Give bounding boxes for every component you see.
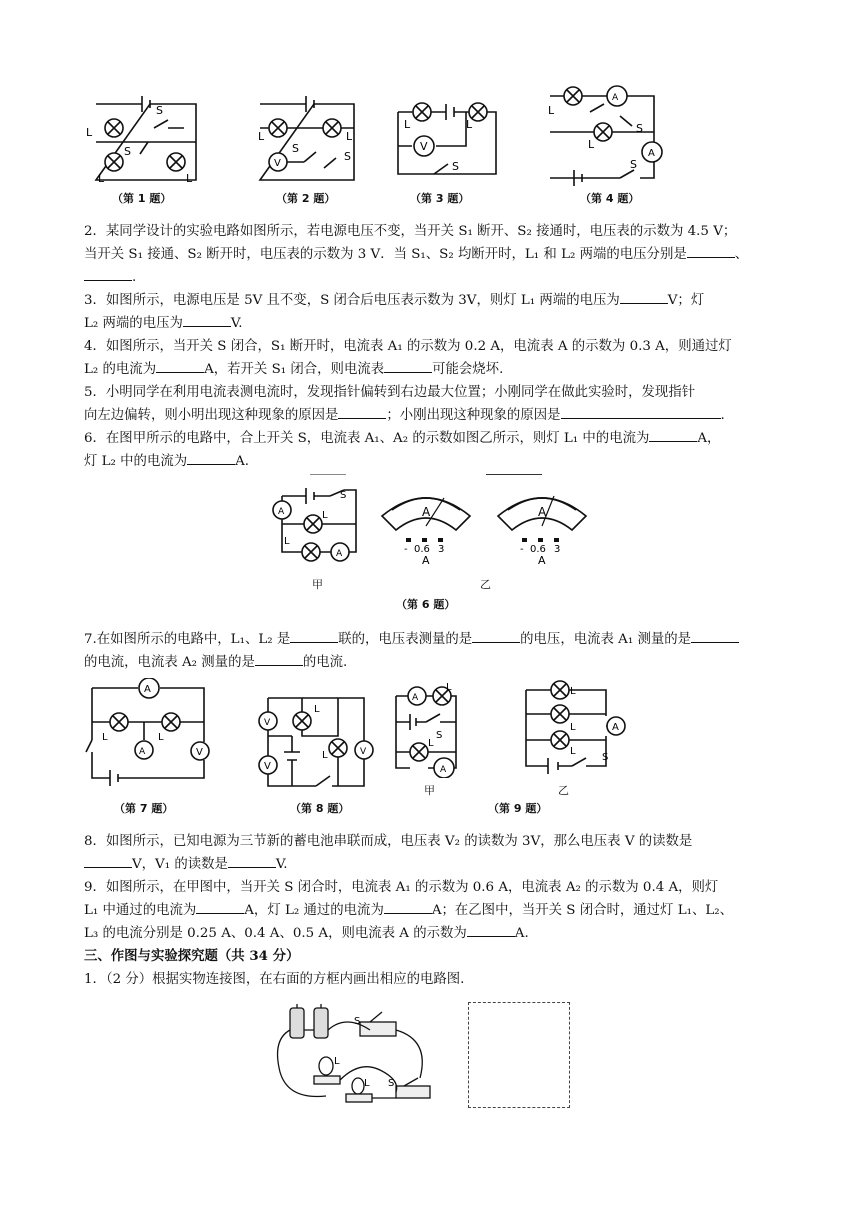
q8-end: V. [275, 857, 288, 872]
caption-q4: （第 4 题） [580, 192, 640, 205]
minus-terminal: - [404, 544, 408, 555]
q9-text-4: L₃ 的电流分别是 0.25 A、0.4 A、0.5 A，则电流表 A 的示数为 [84, 926, 467, 941]
caption-q3: （第 3 题） [410, 192, 470, 205]
q3-line-1 [84, 289, 784, 312]
q8-text: V，V₁ 的读数是 [132, 857, 228, 872]
svg-text:L: L [570, 722, 576, 733]
caption-q6: （第 6 题） [396, 598, 456, 611]
svg-text:S: S [436, 730, 443, 741]
answer-blank[interactable] [187, 450, 235, 465]
figure-q7 [84, 678, 214, 788]
figure-q9-yi [520, 680, 640, 776]
q4-line-1: 4．如图所示，当开关 S 闭合，S₁ 断开时，电流表 A₁ 的示数为 0.2 A，电流表 A 的示数为 0.3 A，则通过灯 [84, 339, 732, 354]
meter-a-label: A [538, 505, 547, 519]
q4-line-2 [84, 358, 784, 381]
svg-text:L: L [322, 750, 328, 761]
q2-sep: 、 [734, 247, 749, 262]
figure-q9-jia [392, 682, 492, 778]
svg-text:A: A [612, 93, 619, 103]
svg-text:V: V [264, 761, 271, 772]
svg-text:A: A [412, 693, 419, 703]
q3-text-2: L₂ 两端的电压为 [84, 316, 183, 331]
svg-text:L: L [588, 138, 595, 151]
q3-text: 3．如图所示，电源电压是 5V 且不变，S 闭合后电压表示数为 3V，则灯 L₁ 两端的电压为 [84, 293, 620, 308]
q5-line-1: 5．小明同学在利用电流表测电流时，发现指针偏转到右边最大位置；小刚同学在做此实验时，发现指针 [84, 385, 696, 400]
q2-line-3 [84, 266, 784, 289]
q7-text-4: 的电流，电流表 A₂ 测量的是 [84, 655, 255, 670]
q9-text-3: A；在乙图中，当开关 S 闭合时，通过灯 L₁、L₂、 [431, 903, 734, 918]
q7-line-1 [84, 628, 784, 651]
figure-q6-jia [262, 482, 362, 566]
svg-text:S: S [124, 145, 131, 158]
answer-blank[interactable] [384, 899, 432, 914]
q7-text: 7.在如图所示的电路中，L₁、L₂ 是 [84, 632, 291, 647]
svg-text:A: A [440, 765, 447, 775]
meter-a2-label: A [538, 554, 546, 566]
svg-text:L: L [102, 732, 108, 743]
ammeter-a2 [494, 486, 590, 566]
caption-q2: （第 2 题） [276, 192, 336, 205]
answer-blank[interactable] [84, 266, 132, 281]
svg-text:S: S [388, 1078, 395, 1089]
q7-end: 的电流. [302, 655, 348, 670]
svg-text:S: S [354, 1016, 361, 1027]
svg-text:A: A [612, 722, 619, 733]
q2-text: 当开关 S₁ 接通、S₂ 断开时，电压表的示数为 3 V．当 S₁、S₂ 均断开时，L₁ 和 L₂ 两端的电压分别是 [84, 247, 687, 262]
q7-line-2 [84, 651, 784, 674]
physical-circuit-figure [270, 1000, 450, 1112]
figure-q8 [252, 692, 382, 794]
answer-blank[interactable] [561, 404, 721, 419]
svg-text:L: L [314, 704, 320, 715]
answer-blank[interactable] [156, 358, 204, 373]
ammeter-a1 [378, 486, 474, 566]
q5-end: . [720, 408, 725, 423]
svg-text:L: L [570, 686, 576, 697]
svg-text:L: L [98, 172, 105, 185]
answer-blank[interactable] [467, 922, 515, 937]
svg-text:L: L [346, 130, 353, 143]
decor-line [486, 474, 542, 475]
label-jia-q9: 甲 [424, 784, 435, 797]
q6-unit-2: A. [235, 454, 250, 469]
q2-line-2 [84, 243, 784, 266]
svg-text:L: L [86, 126, 93, 139]
q4-text: L₂ 的电流为 [84, 362, 157, 377]
svg-text:L: L [428, 738, 434, 749]
svg-text:L: L [466, 118, 473, 131]
q3-unit-2: V. [230, 316, 243, 331]
svg-text:S: S [156, 104, 163, 117]
svg-text:S: S [636, 122, 643, 135]
svg-text:L: L [322, 510, 328, 521]
svg-text:L: L [570, 746, 576, 757]
svg-text:A: A [139, 747, 146, 757]
svg-text:S: S [602, 752, 609, 763]
svg-text:S: S [630, 158, 637, 171]
scale-06: 0.6 [414, 544, 430, 555]
meter-a-label: A [422, 505, 431, 519]
minus-terminal: - [520, 544, 524, 555]
label-yi-q9: 乙 [558, 784, 569, 797]
q2-end: . [132, 270, 137, 285]
svg-text:V: V [264, 718, 271, 728]
svg-text:L: L [334, 1056, 340, 1067]
scale-3: 3 [438, 544, 445, 555]
decor-line [310, 474, 346, 475]
answer-blank[interactable] [620, 289, 668, 304]
scale-06: 0.6 [530, 544, 546, 555]
figure-q3 [384, 94, 504, 184]
q9-line-1: 9．如图所示，在甲图中，当开关 S 闭合时，电流表 A₁ 的示数为 0.6 A，电流表 A₂ 的示数为 0.4 A，则灯 [84, 880, 719, 895]
q4-text-3: 可能会烧坏. [432, 362, 504, 377]
svg-text:S: S [344, 150, 351, 163]
svg-text:L: L [284, 536, 290, 547]
svg-text:V: V [360, 747, 367, 757]
q8-line-2 [84, 853, 784, 876]
answer-blank[interactable] [649, 427, 697, 442]
meter-a1-label: A [422, 554, 430, 566]
q4-text-2: A，若开关 S₁ 闭合，则电流表 [204, 362, 385, 377]
q5-text: 向左边偏转，则小明出现这种现象的原因是 [84, 408, 339, 423]
drawing-answer-box[interactable] [468, 1002, 570, 1108]
caption-q9: （第 9 题） [488, 802, 548, 815]
figure-q2 [254, 92, 364, 192]
svg-text:L: L [446, 682, 452, 693]
q3-unit: V；灯 [667, 293, 705, 308]
q6-text: 6．在图甲所示的电路中，合上开关 S，电流表 A₁、A₂ 的示数如图乙所示，则灯 L₁ 中的电流为 [84, 431, 650, 446]
caption-q1: （第 1 题） [112, 192, 172, 205]
answer-blank[interactable] [290, 628, 338, 643]
answer-blank[interactable] [691, 628, 739, 643]
svg-text:S: S [340, 490, 347, 501]
svg-text:A: A [648, 148, 655, 159]
q5-line-2 [84, 404, 784, 427]
answer-blank[interactable] [255, 651, 303, 666]
q7-text-2: 联的，电压表测量的是 [338, 632, 473, 647]
q6-text-2: 灯 L₂ 中的电流为 [84, 454, 188, 469]
svg-text:L: L [404, 118, 411, 131]
q9-text-2: A，灯 L₂ 通过的电流为 [244, 903, 384, 918]
figure-q4 [544, 82, 684, 192]
svg-text:A: A [144, 684, 151, 695]
q9-text: L₁ 中通过的电流为 [84, 903, 197, 918]
svg-text:L: L [186, 172, 193, 185]
q9-line-3 [84, 922, 784, 945]
caption-q7: （第 7 题） [114, 802, 174, 815]
svg-text:L: L [548, 104, 555, 117]
svg-text:V: V [274, 158, 281, 169]
q7-text-3: 的电压，电流表 A₁ 测量的是 [520, 632, 692, 647]
svg-text:L: L [258, 130, 265, 143]
exp-q1-text: 1．（2 分）根据实物连接图，在右面的方框内画出相应的电路图. [84, 972, 465, 987]
svg-text:S: S [292, 142, 299, 155]
q3-line-2 [84, 312, 784, 335]
svg-text:L: L [158, 732, 164, 743]
label-yi-q6: 乙 [480, 578, 491, 591]
q8-line-1: 8．如图所示，已知电源为三节新的蓄电池串联而成，电压表 V₂ 的读数为 3V，那么电压表 V 的读数是 [84, 834, 693, 849]
answer-blank[interactable] [338, 404, 386, 419]
svg-text:A: A [278, 507, 285, 517]
section-three-heading: 三、作图与实验探究题（共 34 分） [84, 948, 300, 964]
answer-blank[interactable] [84, 853, 132, 868]
q2-line-1: 2．某同学设计的实验电路如图所示，若电源电压不变，当开关 S₁ 断开、S₂ 接通时，电压表的示数为 4.5 V； [84, 224, 737, 239]
scale-3: 3 [554, 544, 561, 555]
q6-unit: A， [697, 431, 721, 446]
q9-line-2 [84, 899, 784, 922]
caption-q8: （第 8 题） [290, 802, 350, 815]
answer-blank[interactable] [472, 628, 520, 643]
label-jia-q6: 甲 [312, 578, 323, 591]
q6-line-2 [84, 450, 784, 473]
answer-blank[interactable] [228, 853, 276, 868]
svg-text:V: V [420, 140, 428, 153]
answer-blank[interactable] [196, 899, 244, 914]
figure-q1 [84, 92, 214, 192]
svg-text:V: V [196, 747, 203, 758]
q9-end: A. [514, 926, 529, 941]
answer-blank[interactable] [183, 312, 231, 327]
svg-text:L: L [364, 1078, 370, 1089]
q5-text-2: ；小刚出现这种现象的原因是 [386, 408, 561, 423]
q6-line-1 [84, 427, 784, 450]
svg-text:S: S [452, 160, 459, 173]
answer-blank[interactable] [384, 358, 432, 373]
answer-blank[interactable] [687, 243, 735, 258]
svg-text:A: A [336, 549, 343, 559]
